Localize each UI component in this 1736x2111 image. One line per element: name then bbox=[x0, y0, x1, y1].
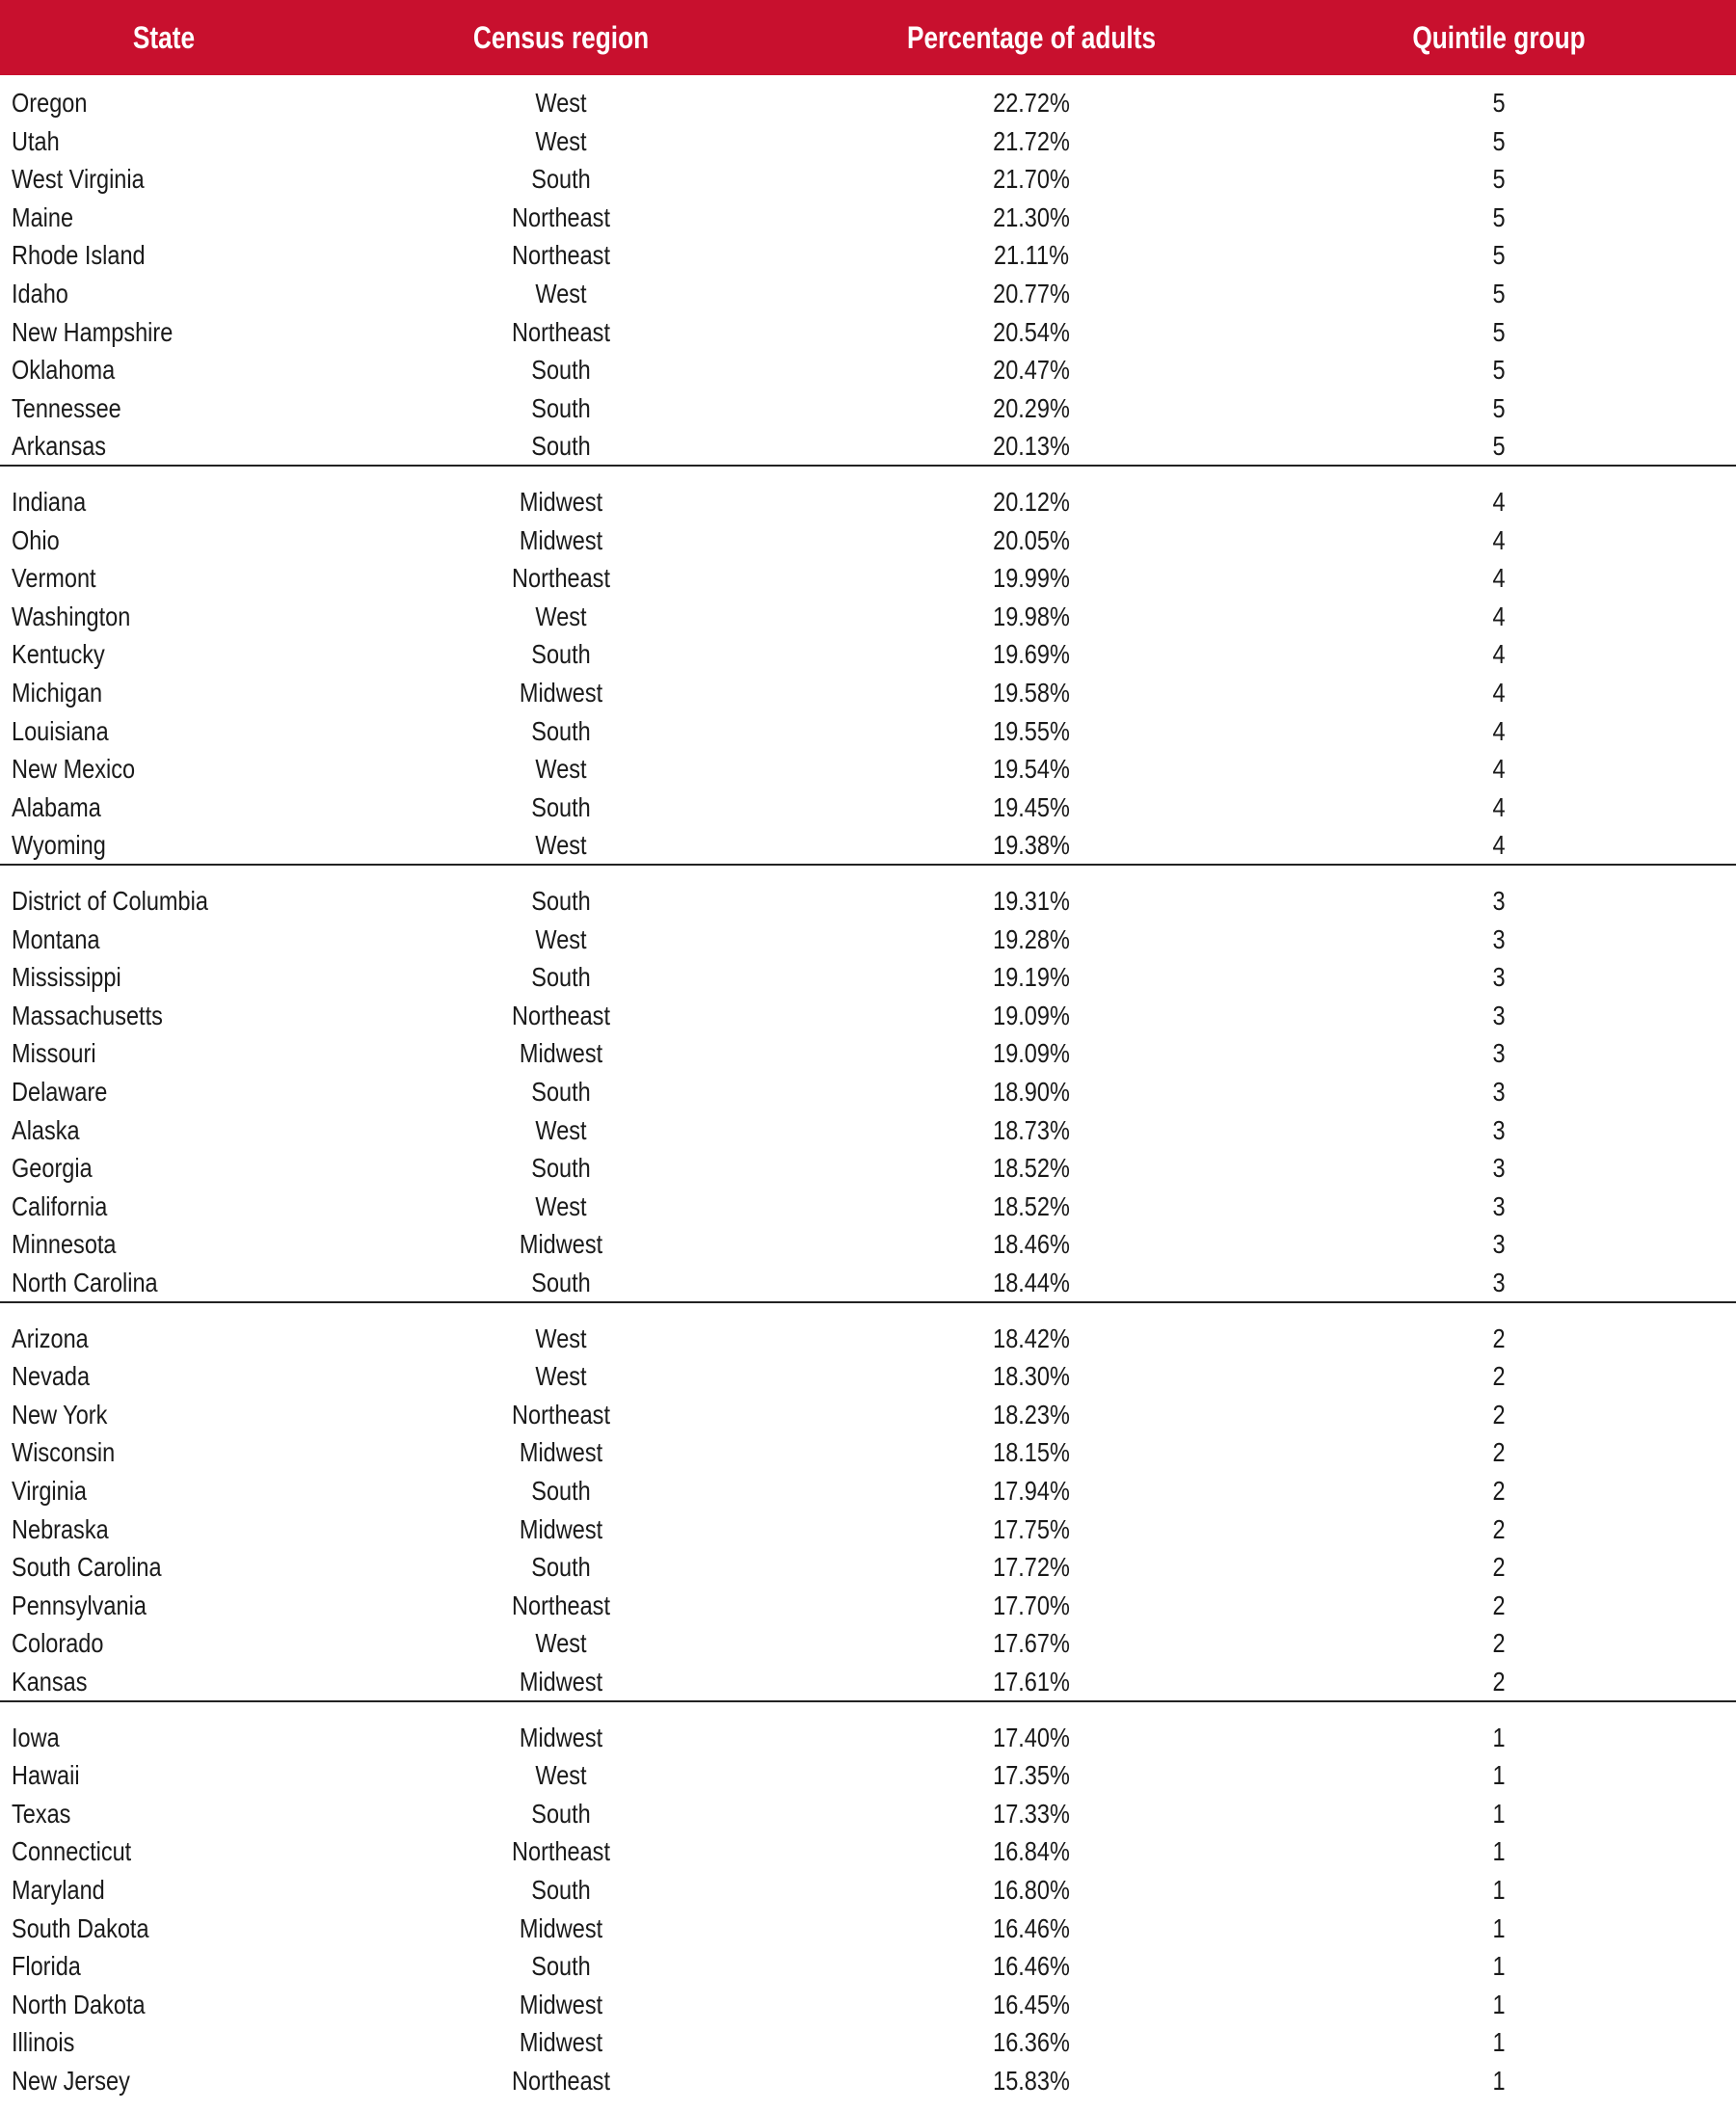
group-divider bbox=[0, 864, 1736, 866]
cell-census-region: Northeast bbox=[512, 1836, 610, 1867]
cell-quintile-group: 5 bbox=[1492, 279, 1506, 308]
table-row bbox=[0, 712, 1736, 751]
cell-quintile-group: 2 bbox=[1492, 1476, 1506, 1506]
cell-state: Oklahoma bbox=[12, 355, 116, 386]
table-row bbox=[0, 1433, 1736, 1472]
header-census-region: Census region bbox=[472, 20, 650, 55]
cell-state: New Jersey bbox=[12, 2066, 130, 2096]
cell-state: Idaho bbox=[12, 279, 68, 308]
table-row bbox=[0, 1034, 1736, 1073]
cell-state: Delaware bbox=[12, 1077, 108, 1107]
table-row bbox=[0, 1587, 1736, 1625]
cell-percentage: 20.12% bbox=[993, 487, 1070, 517]
cell-percentage: 19.98% bbox=[993, 601, 1070, 631]
cell-quintile-group: 4 bbox=[1492, 601, 1506, 631]
cell-census-region: South bbox=[531, 1077, 591, 1107]
table-row bbox=[0, 750, 1736, 788]
cell-percentage: 15.83% bbox=[993, 2066, 1070, 2096]
cell-state: Alabama bbox=[12, 791, 101, 822]
cell-census-region: Northeast bbox=[512, 1000, 610, 1030]
cell-census-region: Midwest bbox=[519, 1667, 603, 1697]
cell-percentage: 17.40% bbox=[993, 1722, 1070, 1752]
cell-percentage: 16.36% bbox=[993, 2027, 1070, 2058]
table-row bbox=[0, 826, 1736, 865]
cell-percentage: 19.45% bbox=[993, 791, 1070, 822]
table-row bbox=[0, 1910, 1736, 1948]
table-row bbox=[0, 1149, 1736, 1188]
cell-state: North Dakota bbox=[12, 1989, 146, 2019]
cell-quintile-group: 1 bbox=[1492, 1798, 1506, 1829]
cell-quintile-group: 2 bbox=[1492, 1590, 1506, 1620]
cell-quintile-group: 2 bbox=[1492, 1399, 1506, 1430]
cell-census-region: South bbox=[531, 1552, 591, 1583]
table-row bbox=[0, 313, 1736, 352]
table-row bbox=[0, 1548, 1736, 1587]
cell-census-region: West bbox=[535, 1361, 587, 1392]
cell-census-region: West bbox=[535, 1760, 587, 1791]
cell-state: District of Columbia bbox=[12, 886, 208, 916]
table-row bbox=[0, 1073, 1736, 1111]
cell-percentage: 19.38% bbox=[993, 830, 1070, 861]
cell-state: Alaska bbox=[12, 1114, 80, 1145]
table-row bbox=[0, 1510, 1736, 1549]
cell-percentage: 19.55% bbox=[993, 715, 1070, 746]
cell-percentage: 19.09% bbox=[993, 1000, 1070, 1030]
cell-percentage: 21.70% bbox=[993, 164, 1070, 195]
table-row bbox=[0, 997, 1736, 1035]
cell-state: Iowa bbox=[12, 1722, 60, 1752]
cell-state: Georgia bbox=[12, 1153, 93, 1184]
cell-percentage: 17.70% bbox=[993, 1590, 1070, 1620]
cell-census-region: South bbox=[531, 1153, 591, 1184]
table-row bbox=[0, 275, 1736, 313]
cell-percentage: 19.54% bbox=[993, 754, 1070, 785]
table-row bbox=[0, 635, 1736, 674]
cell-state: Nebraska bbox=[12, 1513, 109, 1544]
cell-census-region: South bbox=[531, 791, 591, 822]
table-row bbox=[0, 559, 1736, 598]
cell-state: New Hampshire bbox=[12, 316, 174, 347]
cell-state: Indiana bbox=[12, 487, 87, 517]
cell-quintile-group: 1 bbox=[1492, 2066, 1506, 2096]
cell-quintile-group: 4 bbox=[1492, 754, 1506, 785]
cell-census-region: Northeast bbox=[512, 201, 610, 232]
cell-census-region: South bbox=[531, 962, 591, 993]
cell-quintile-group: 4 bbox=[1492, 487, 1506, 517]
cell-percentage: 19.28% bbox=[993, 923, 1070, 954]
cell-state: South Dakota bbox=[12, 1912, 149, 1943]
cell-census-region: South bbox=[531, 1875, 591, 1905]
cell-percentage: 19.09% bbox=[993, 1038, 1070, 1069]
cell-state: Vermont bbox=[12, 563, 96, 594]
cell-census-region: Midwest bbox=[519, 1229, 603, 1260]
cell-quintile-group: 5 bbox=[1492, 392, 1506, 423]
table-row bbox=[0, 1756, 1736, 1795]
cell-quintile-group: 3 bbox=[1492, 1114, 1506, 1145]
header-quintile-group: Quintile group bbox=[1412, 20, 1586, 55]
table-row bbox=[0, 1624, 1736, 1663]
cell-state: California bbox=[12, 1190, 108, 1221]
cell-quintile-group: 2 bbox=[1492, 1667, 1506, 1697]
cell-quintile-group: 4 bbox=[1492, 715, 1506, 746]
cell-percentage: 18.73% bbox=[993, 1114, 1070, 1145]
cell-percentage: 18.46% bbox=[993, 1229, 1070, 1260]
cell-state: Mississippi bbox=[12, 962, 121, 993]
cell-state: Maryland bbox=[12, 1875, 105, 1905]
cell-census-region: West bbox=[535, 279, 587, 308]
table-row bbox=[0, 2023, 1736, 2062]
cell-census-region: Northeast bbox=[512, 2066, 610, 2096]
cell-percentage: 18.42% bbox=[993, 1323, 1070, 1353]
cell-percentage: 17.61% bbox=[993, 1667, 1070, 1697]
cell-quintile-group: 1 bbox=[1492, 1875, 1506, 1905]
table-row bbox=[0, 1225, 1736, 1264]
cell-quintile-group: 5 bbox=[1492, 316, 1506, 347]
table-row bbox=[0, 1986, 1736, 2024]
cell-quintile-group: 2 bbox=[1492, 1552, 1506, 1583]
cell-percentage: 17.94% bbox=[993, 1476, 1070, 1506]
cell-quintile-group: 2 bbox=[1492, 1628, 1506, 1659]
cell-census-region: Northeast bbox=[512, 1399, 610, 1430]
cell-quintile-group: 2 bbox=[1492, 1437, 1506, 1468]
table-row bbox=[0, 521, 1736, 560]
cell-census-region: South bbox=[531, 164, 591, 195]
table-row bbox=[0, 1663, 1736, 1701]
table-row bbox=[0, 1188, 1736, 1226]
cell-percentage: 16.84% bbox=[993, 1836, 1070, 1867]
cell-percentage: 20.54% bbox=[993, 316, 1070, 347]
table-row bbox=[0, 427, 1736, 466]
cell-quintile-group: 1 bbox=[1492, 2027, 1506, 2058]
cell-percentage: 18.30% bbox=[993, 1361, 1070, 1392]
cell-census-region: Midwest bbox=[519, 678, 603, 708]
table-row bbox=[0, 1871, 1736, 1910]
cell-state: Hawaii bbox=[12, 1760, 80, 1791]
cell-census-region: West bbox=[535, 923, 587, 954]
cell-quintile-group: 2 bbox=[1492, 1361, 1506, 1392]
cell-percentage: 17.75% bbox=[993, 1513, 1070, 1544]
cell-percentage: 19.31% bbox=[993, 886, 1070, 916]
cell-percentage: 20.13% bbox=[993, 431, 1070, 462]
cell-percentage: 17.33% bbox=[993, 1798, 1070, 1829]
cell-quintile-group: 3 bbox=[1492, 923, 1506, 954]
cell-census-region: Northeast bbox=[512, 240, 610, 271]
cell-percentage: 17.72% bbox=[993, 1552, 1070, 1583]
cell-state: Connecticut bbox=[12, 1836, 132, 1867]
table-row bbox=[0, 882, 1736, 921]
cell-percentage: 18.44% bbox=[993, 1268, 1070, 1297]
table-row bbox=[0, 788, 1736, 827]
table-row bbox=[0, 1719, 1736, 1757]
cell-percentage: 21.72% bbox=[993, 125, 1070, 156]
cell-percentage: 19.19% bbox=[993, 962, 1070, 993]
cell-census-region: West bbox=[535, 1628, 587, 1659]
table-row bbox=[0, 921, 1736, 959]
cell-percentage: 17.35% bbox=[993, 1760, 1070, 1791]
cell-percentage: 18.23% bbox=[993, 1399, 1070, 1430]
cell-census-region: Midwest bbox=[519, 1038, 603, 1069]
cell-census-region: Midwest bbox=[519, 1437, 603, 1468]
cell-percentage: 19.99% bbox=[993, 563, 1070, 594]
cell-state: Louisiana bbox=[12, 715, 109, 746]
cell-state: Wisconsin bbox=[12, 1437, 116, 1468]
table-row bbox=[0, 1264, 1736, 1302]
cell-state: Wyoming bbox=[12, 830, 106, 861]
cell-quintile-group: 5 bbox=[1492, 164, 1506, 195]
cell-state: Kansas bbox=[12, 1667, 88, 1697]
cell-quintile-group: 1 bbox=[1492, 1951, 1506, 1982]
group-divider bbox=[0, 465, 1736, 467]
cell-state: Rhode Island bbox=[12, 240, 146, 271]
cell-state: Michigan bbox=[12, 678, 103, 708]
cell-percentage: 22.72% bbox=[993, 88, 1070, 118]
cell-quintile-group: 4 bbox=[1492, 639, 1506, 670]
cell-census-region: South bbox=[531, 431, 591, 462]
cell-census-region: South bbox=[531, 715, 591, 746]
cell-percentage: 18.15% bbox=[993, 1437, 1070, 1468]
cell-quintile-group: 4 bbox=[1492, 678, 1506, 708]
cell-census-region: South bbox=[531, 1798, 591, 1829]
table-row bbox=[0, 1320, 1736, 1358]
cell-quintile-group: 3 bbox=[1492, 1038, 1506, 1069]
cell-state: Illinois bbox=[12, 2027, 75, 2058]
cell-state: Maine bbox=[12, 201, 74, 232]
table-row bbox=[0, 674, 1736, 712]
cell-census-region: Midwest bbox=[519, 1722, 603, 1752]
cell-percentage: 18.52% bbox=[993, 1190, 1070, 1221]
group-divider bbox=[0, 1700, 1736, 1702]
cell-quintile-group: 2 bbox=[1492, 1323, 1506, 1353]
cell-state: New Mexico bbox=[12, 754, 136, 785]
cell-state: Massachusetts bbox=[12, 1000, 163, 1030]
cell-percentage: 20.05% bbox=[993, 524, 1070, 555]
cell-percentage: 21.30% bbox=[993, 201, 1070, 232]
table-row bbox=[0, 2062, 1736, 2100]
cell-percentage: 20.29% bbox=[993, 392, 1070, 423]
cell-state: Arizona bbox=[12, 1323, 89, 1353]
header-percentage-of-adults: Percentage of adults bbox=[906, 20, 1157, 55]
cell-census-region: Midwest bbox=[519, 1989, 603, 2019]
cell-percentage: 16.46% bbox=[993, 1951, 1070, 1982]
cell-census-region: Northeast bbox=[512, 1590, 610, 1620]
cell-census-region: West bbox=[535, 830, 587, 861]
cell-state: West Virginia bbox=[12, 164, 145, 195]
cell-quintile-group: 3 bbox=[1492, 1268, 1506, 1297]
cell-percentage: 16.46% bbox=[993, 1912, 1070, 1943]
cell-percentage: 16.80% bbox=[993, 1875, 1070, 1905]
cell-state: Nevada bbox=[12, 1361, 91, 1392]
cell-quintile-group: 1 bbox=[1492, 1989, 1506, 2019]
cell-state: North Carolina bbox=[12, 1268, 158, 1297]
cell-quintile-group: 1 bbox=[1492, 1722, 1506, 1752]
cell-census-region: Midwest bbox=[519, 487, 603, 517]
cell-percentage: 17.67% bbox=[993, 1628, 1070, 1659]
cell-state: Texas bbox=[12, 1798, 71, 1829]
group-divider bbox=[0, 1301, 1736, 1303]
table-row bbox=[0, 1111, 1736, 1150]
cell-state: New York bbox=[12, 1399, 108, 1430]
cell-census-region: West bbox=[535, 1190, 587, 1221]
cell-quintile-group: 4 bbox=[1492, 791, 1506, 822]
cell-quintile-group: 2 bbox=[1492, 1513, 1506, 1544]
table-row bbox=[0, 598, 1736, 636]
cell-percentage: 19.58% bbox=[993, 678, 1070, 708]
cell-census-region: Northeast bbox=[512, 316, 610, 347]
cell-quintile-group: 5 bbox=[1492, 201, 1506, 232]
cell-quintile-group: 4 bbox=[1492, 524, 1506, 555]
cell-census-region: West bbox=[535, 1323, 587, 1353]
cell-quintile-group: 5 bbox=[1492, 88, 1506, 118]
cell-census-region: South bbox=[531, 886, 591, 916]
cell-census-region: South bbox=[531, 1268, 591, 1297]
table-row bbox=[0, 1357, 1736, 1396]
cell-state: Washington bbox=[12, 601, 131, 631]
cell-census-region: West bbox=[535, 601, 587, 631]
cell-percentage: 20.47% bbox=[993, 355, 1070, 386]
table-row bbox=[0, 1832, 1736, 1871]
cell-census-region: South bbox=[531, 1476, 591, 1506]
table-row bbox=[0, 1396, 1736, 1434]
cell-quintile-group: 5 bbox=[1492, 355, 1506, 386]
cell-quintile-group: 3 bbox=[1492, 962, 1506, 993]
cell-census-region: Northeast bbox=[512, 563, 610, 594]
cell-state: Florida bbox=[12, 1951, 81, 1982]
table-row bbox=[0, 1472, 1736, 1510]
cell-quintile-group: 1 bbox=[1492, 1912, 1506, 1943]
cell-percentage: 19.69% bbox=[993, 639, 1070, 670]
table-row bbox=[0, 483, 1736, 521]
cell-state: Pennsylvania bbox=[12, 1590, 147, 1620]
cell-quintile-group: 5 bbox=[1492, 125, 1506, 156]
cell-quintile-group: 3 bbox=[1492, 1153, 1506, 1184]
cell-percentage: 18.90% bbox=[993, 1077, 1070, 1107]
cell-quintile-group: 3 bbox=[1492, 1077, 1506, 1107]
cell-census-region: South bbox=[531, 639, 591, 670]
table-header bbox=[0, 0, 1736, 75]
cell-quintile-group: 3 bbox=[1492, 886, 1506, 916]
cell-state: Montana bbox=[12, 923, 100, 954]
cell-quintile-group: 4 bbox=[1492, 830, 1506, 861]
cell-census-region: Midwest bbox=[519, 524, 603, 555]
table-row bbox=[0, 199, 1736, 237]
cell-state: Minnesota bbox=[12, 1229, 117, 1260]
table-row bbox=[0, 1947, 1736, 1986]
table-row bbox=[0, 351, 1736, 389]
header-state: State bbox=[132, 20, 196, 55]
cell-percentage: 20.77% bbox=[993, 279, 1070, 308]
cell-quintile-group: 3 bbox=[1492, 1000, 1506, 1030]
cell-quintile-group: 1 bbox=[1492, 1760, 1506, 1791]
cell-state: Ohio bbox=[12, 524, 60, 555]
cell-census-region: West bbox=[535, 754, 587, 785]
cell-state: Missouri bbox=[12, 1038, 96, 1069]
cell-quintile-group: 1 bbox=[1492, 1836, 1506, 1867]
cell-quintile-group: 5 bbox=[1492, 431, 1506, 462]
cell-state: Arkansas bbox=[12, 431, 107, 462]
cell-percentage: 21.11% bbox=[993, 240, 1070, 271]
cell-percentage: 16.45% bbox=[993, 1989, 1070, 2019]
cell-state: Utah bbox=[12, 125, 60, 156]
table-row bbox=[0, 236, 1736, 275]
cell-quintile-group: 3 bbox=[1492, 1229, 1506, 1260]
cell-state: Virginia bbox=[12, 1476, 88, 1506]
table-row bbox=[0, 389, 1736, 428]
cell-state: Oregon bbox=[12, 88, 88, 118]
cell-census-region: Midwest bbox=[519, 1912, 603, 1943]
cell-state: Kentucky bbox=[12, 639, 105, 670]
cell-quintile-group: 5 bbox=[1492, 240, 1506, 271]
cell-census-region: South bbox=[531, 355, 591, 386]
cell-census-region: South bbox=[531, 1951, 591, 1982]
cell-state: South Carolina bbox=[12, 1552, 162, 1583]
cell-census-region: Midwest bbox=[519, 2027, 603, 2058]
cell-percentage: 18.52% bbox=[993, 1153, 1070, 1184]
table-row bbox=[0, 958, 1736, 997]
cell-census-region: West bbox=[535, 1114, 587, 1145]
cell-census-region: South bbox=[531, 392, 591, 423]
cell-state: Colorado bbox=[12, 1628, 104, 1659]
cell-census-region: West bbox=[535, 88, 587, 118]
table-row bbox=[0, 160, 1736, 199]
table-row bbox=[0, 84, 1736, 122]
cell-quintile-group: 4 bbox=[1492, 563, 1506, 594]
table-row bbox=[0, 122, 1736, 161]
cell-census-region: Midwest bbox=[519, 1513, 603, 1544]
cell-quintile-group: 3 bbox=[1492, 1190, 1506, 1221]
table-row bbox=[0, 1795, 1736, 1833]
cell-state: Tennessee bbox=[12, 392, 121, 423]
cell-census-region: West bbox=[535, 125, 587, 156]
